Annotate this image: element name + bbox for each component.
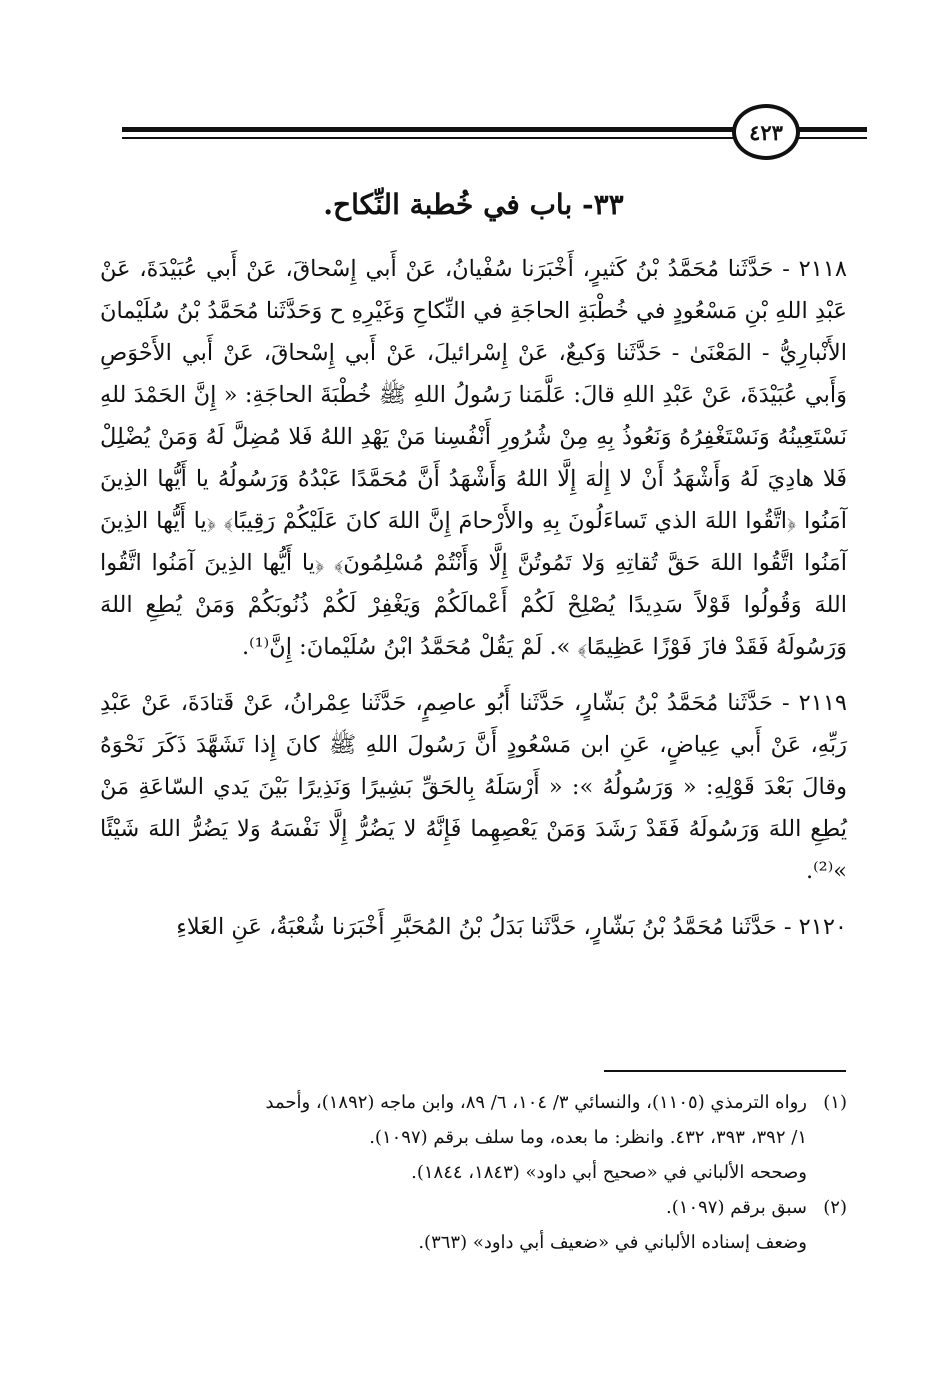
page-number-badge (732, 104, 800, 160)
hadith-body (100, 248, 847, 962)
footnote-1-number: (١) (823, 1092, 847, 1113)
hadith-2120: ٢١٢٠ - حَدَّثَنا مُحَمَّدُ بْنُ بَشّارٍ، حَدَّثَنا بَدَلُ بْنُ المُحَبَّرِ أَخْبَرَنا شُعْبَةُ، عَنِ العَلاءِ (176, 914, 847, 940)
footnote-1-text-1: رواه الترمذي (١١٠٥)، والنسائي ٣/ ١٠٤، ٦/ ٨٩، وابن ماجه (١٨٩٢)، وأحمد (265, 1092, 807, 1113)
footnotes (100, 1085, 847, 1260)
footnote-2-line-2: وضعف إسناده الألباني في «ضعيف أبي داود» (٣٦٣). (418, 1232, 807, 1253)
footnote-separator (604, 1070, 846, 1072)
chapter-title: ٣٣- باب في خُطبة النِّكاح. (323, 188, 624, 221)
hadith-2118: ٢١١٨ - حَدَّثَنا مُحَمَّدُ بْنُ كَثيرٍ، أَخْبَرَنا سُفْيانُ، عَنْ أَبي إِسْحاقَ، عَنْ أَبي عُبَيْدَةَ، عَنْ عَبْدِ اللهِ بْنِ مَسْعُودٍ في خُطْبَةِ الحاجَةِ في النِّكاحِ وَغَيْرِهِ ح وَحَدَّثَنا مُحَمَّدُ بْنُ سُلَيْمانَ الأَنْبارِيُّ - المَعْنَىٰ - حَدَّثَنا وَكيعٌ، عَنْ إِسْرائيلَ، عَنْ أَبي إِسْحاقَ، عَنْ أَبي الأَحْوَصِ وَأَبي عُبَيْدَةَ، عَنْ عَبْدِ اللهِ قالَ: عَلَّمَنا رَسُولُ اللهِ ﷺ خُطْبَةَ الحاجَةِ: « إِنَّ الحَمْدَ للهِ نَسْتَعِينُهُ وَنَسْتَغْفِرُهُ وَنَعُوذُ بِهِ مِنْ شُرُورِ أَنْفُسِنا مَنْ يَهْدِ اللهُ فَلا مُضِلَّ لَهُ وَمَنْ يُضْلِلْ فَلا هادِيَ لَهُ وَأَشْهَدُ أَنْ لا إِلٰهَ إِلَّا اللهُ وَأَشْهَدُ أَنَّ مُحَمَّدًا عَبْدُهُ وَرَسُولُهُ يا أَيُّها الذِينَ آمَنُوا ﴿اتَّقُوا اللهَ الذي تَساءَلُونَ بِهِ والأَرْحامَ إِنَّ اللهَ كانَ عَلَيْكُمْ رَقِيبًا﴾ ﴿يا أَيُّها الذِينَ آمَنُوا اتَّقُوا اللهَ حَقَّ تُقاتِهِ وَلا تَمُوتُنَّ إِلَّا وَأَنْتُمْ مُسْلِمُونَ﴾ ﴿يا أَيُّها الذِينَ آمَنُوا اتَّقُوا اللهَ وَقُولُوا قَوْلاً سَدِيدًا يُصْلِحْ لَكُمْ أَعْمالَكُمْ وَيَغْفِرْ لَكُمْ ذُنُوبَكُمْ وَمَنْ يُطِعِ اللهَ وَرَسُولَهُ فَقَدْ فازَ فَوْزًا عَظِيمًا﴾ ». لَمْ يَقُلْ مُحَمَّدُ ابْنُ سُلَيْمانَ: إِنَّ⁽¹⁾. (100, 256, 847, 660)
header-rule-right-thick (800, 127, 828, 132)
header-rule-right-thin (800, 137, 828, 139)
footnote-2-line-1 (100, 1190, 847, 1225)
footnote-2-number: (٢) (823, 1197, 847, 1218)
hadith-2119: ٢١١٩ - حَدَّثَنا مُحَمَّدُ بْنُ بَشّارٍ، حَدَّثَنا أَبُو عاصِمٍ، حَدَّثَنا عِمْرانُ، عَنْ قَتادَةَ، عَنْ عَبْدِ رَبِّهِ، عَنْ أَبي عِياضٍ، عَنِ ابن مَسْعُودٍ أَنَّ رَسُولَ اللهِ ﷺ كانَ إِذا تَشَهَّدَ ذَكَرَ نَحْوَهُ وقالَ بَعْدَ قَوْلِهِ: « وَرَسُولُهُ »: « أَرْسَلَهُ بِالحَقِّ بَشِيرًا وَنَذِيرًا بَيْنَ يَدي السّاعَةِ مَنْ يُطِعِ اللهَ وَرَسُولَهُ فَقَدْ رَشَدَ وَمَنْ يَعْصِهِما فَإِنَّهُ لا يَضُرُّ إِلَّا نَفْسَهُ وَلا يَضُرُّ اللهَ شَيْئًا »⁽²⁾. (100, 690, 847, 884)
footnote-1-line-2: ١/ ٣٩٢، ٣٩٣، ٤٣٢. وانظر: ما بعده، وما سلف برقم (١٠٩٧). (369, 1127, 807, 1148)
footnote-2-text-1: سبق برقم (١٠٩٧). (666, 1197, 807, 1218)
footnote-1-line-3: وصححه الألباني في «صحيح أبي داود» (١٨٤٣، ١٨٤٤). (411, 1162, 807, 1183)
page-number: ٤٢٣ (749, 119, 783, 145)
footnote-1-line-1 (100, 1085, 847, 1120)
